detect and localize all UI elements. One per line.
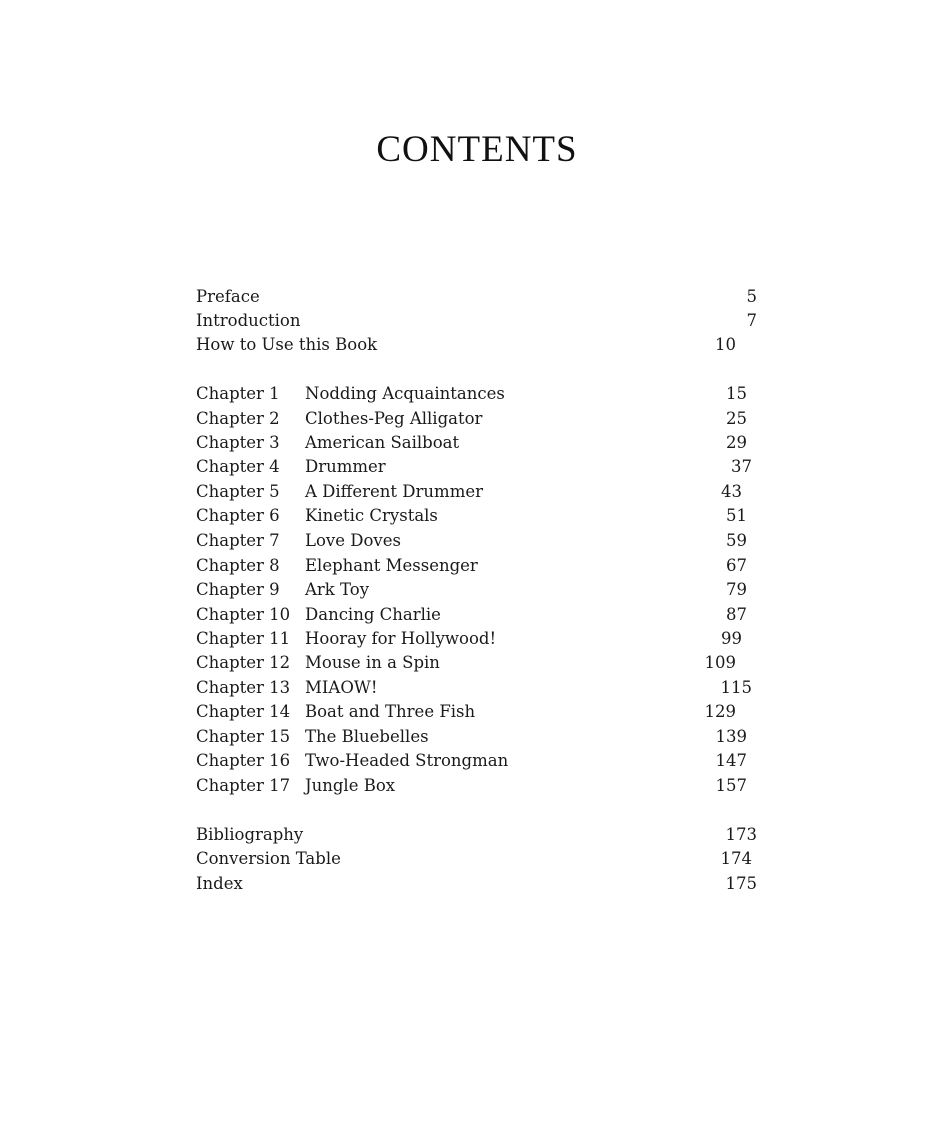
chapter-page: 99	[721, 629, 742, 648]
toc-chapter-3[interactable]	[196, 431, 776, 455]
chapter-page: 79	[726, 580, 747, 599]
chapter-number: Chapter 17	[196, 776, 291, 795]
chapter-page: 139	[715, 727, 747, 746]
toc-entry-page: 175	[725, 874, 757, 893]
toc-chapter-14[interactable]	[196, 700, 776, 724]
toc-entry-page: 10	[715, 335, 736, 354]
chapter-page: 67	[726, 556, 747, 575]
toc-chapter-2[interactable]	[196, 407, 776, 431]
toc-entry-label: Conversion Table	[196, 849, 341, 868]
chapter-title: Boat and Three Fish	[305, 702, 476, 721]
toc-chapter-17[interactable]	[196, 774, 776, 798]
chapter-title: Dancing Charlie	[305, 605, 441, 624]
toc-entry-how-to-use[interactable]	[196, 333, 776, 357]
toc-entry-label: Introduction	[196, 311, 301, 330]
chapter-title: Clothes-Peg Alligator	[305, 409, 483, 428]
chapter-title: Elephant Messenger	[305, 556, 478, 575]
toc-chapter-15[interactable]	[196, 725, 776, 749]
chapter-title: Two-Headed Strongman	[305, 751, 509, 770]
toc-chapter-13[interactable]	[196, 676, 776, 700]
chapter-title: American Sailboat	[305, 433, 460, 452]
page-title: CONTENTS	[376, 129, 578, 170]
toc-entry-page: 174	[720, 849, 752, 868]
chapter-number: Chapter 11	[196, 629, 291, 648]
chapter-page: 157	[715, 776, 747, 795]
chapter-number: Chapter 8	[196, 556, 280, 575]
chapter-number: Chapter 5	[196, 482, 280, 501]
chapter-page: 43	[721, 482, 742, 501]
chapter-title: Jungle Box	[305, 776, 396, 795]
toc-chapter-12[interactable]	[196, 651, 776, 675]
toc-entry-page: 173	[725, 825, 757, 844]
chapter-title: Kinetic Crystals	[305, 506, 438, 525]
chapter-title: Ark Toy	[305, 580, 370, 599]
chapter-title: Nodding Acquaintances	[305, 384, 505, 403]
chapter-page: 147	[715, 751, 747, 770]
chapter-number: Chapter 2	[196, 409, 280, 428]
toc-entry-label: Bibliography	[196, 825, 304, 844]
toc-chapter-11[interactable]	[196, 627, 776, 651]
toc-entry-page: 7	[746, 311, 757, 330]
chapter-page: 37	[731, 457, 752, 476]
chapter-number: Chapter 9	[196, 580, 280, 599]
chapter-number: Chapter 12	[196, 653, 291, 672]
chapter-number: Chapter 3	[196, 433, 280, 452]
chapter-title: Love Doves	[305, 531, 401, 550]
chapter-page: 59	[726, 531, 747, 550]
toc-chapter-9[interactable]	[196, 578, 776, 602]
chapter-number: Chapter 15	[196, 727, 291, 746]
chapter-page: 109	[704, 653, 736, 672]
toc-entry-label: Preface	[196, 287, 260, 306]
chapter-number: Chapter 4	[196, 457, 280, 476]
chapter-number: Chapter 10	[196, 605, 291, 624]
chapter-page: 29	[726, 433, 747, 452]
toc-entry-preface[interactable]	[196, 285, 776, 309]
toc-entry-index[interactable]	[196, 872, 776, 896]
chapter-number: Chapter 13	[196, 678, 291, 697]
toc-chapter-5[interactable]	[196, 480, 776, 504]
chapter-title: A Different Drummer	[305, 482, 483, 501]
chapter-page: 15	[726, 384, 747, 403]
chapter-title: MIAOW!	[305, 678, 378, 697]
chapter-title: Drummer	[305, 457, 386, 476]
toc-chapter-7[interactable]	[196, 529, 776, 553]
toc-entry-conversion-table[interactable]	[196, 847, 776, 871]
chapter-number: Chapter 14	[196, 702, 291, 721]
toc-entry-label: Index	[196, 874, 243, 893]
toc-chapter-16[interactable]	[196, 749, 776, 773]
chapter-number: Chapter 16	[196, 751, 291, 770]
chapter-page: 87	[726, 605, 747, 624]
chapter-number: Chapter 6	[196, 506, 280, 525]
toc-chapter-10[interactable]	[196, 603, 776, 627]
chapter-page: 51	[726, 506, 747, 525]
chapter-page: 115	[720, 678, 752, 697]
chapter-number: Chapter 7	[196, 531, 280, 550]
chapter-page: 129	[704, 702, 736, 721]
toc-chapter-6[interactable]	[196, 504, 776, 528]
toc-entry-label: How to Use this Book	[196, 335, 378, 354]
toc-chapter-4[interactable]	[196, 455, 776, 479]
toc-chapter-1[interactable]	[196, 382, 776, 406]
toc-entry-page: 5	[746, 287, 757, 306]
toc-entry-bibliography[interactable]	[196, 823, 776, 847]
toc-chapter-8[interactable]	[196, 554, 776, 578]
chapter-title: Mouse in a Spin	[305, 653, 440, 672]
chapter-page: 25	[726, 409, 747, 428]
chapter-number: Chapter 1	[196, 384, 280, 403]
chapter-title: Hooray for Hollywood!	[305, 629, 497, 648]
toc-entry-introduction[interactable]	[196, 309, 776, 333]
chapter-title: The Bluebelles	[305, 727, 429, 746]
